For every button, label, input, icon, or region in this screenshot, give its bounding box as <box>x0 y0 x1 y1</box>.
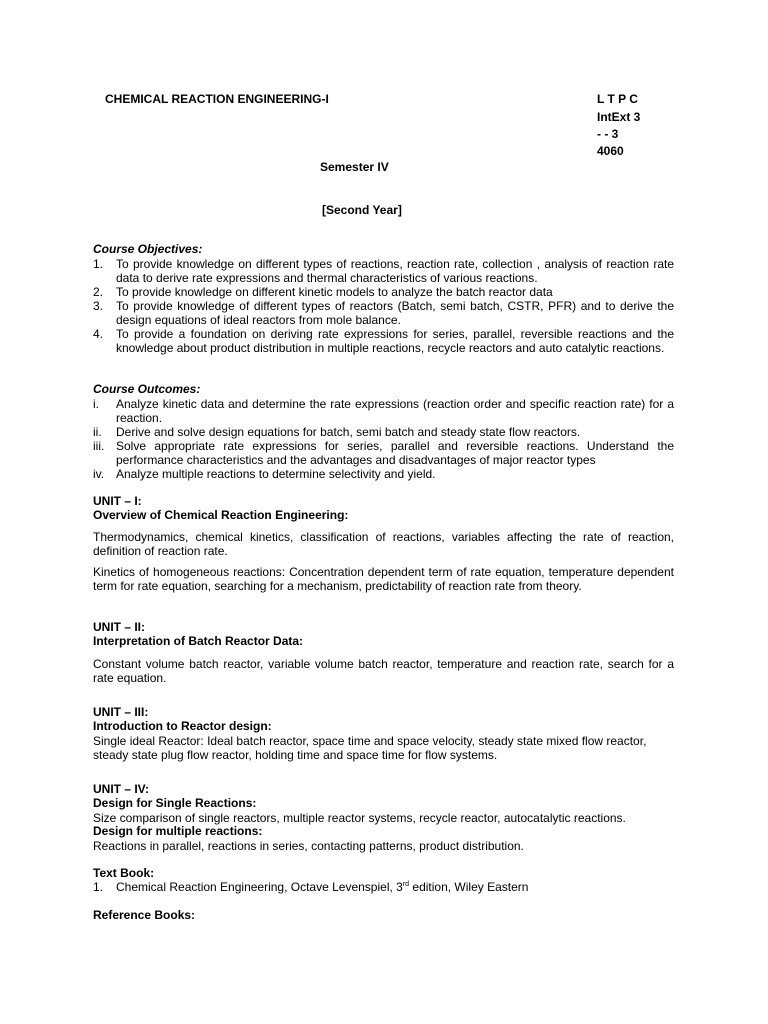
list-text: To provide knowledge on different kinetic models to analyze the batch reactor data <box>116 285 553 299</box>
ltpc-label: L T P C <box>597 92 638 106</box>
list-text: To provide knowledge on different types of reactions, reaction rate, collection , analysis of reaction rate data to derive rate expressions and thermal characteristics of various reactions. <box>116 257 674 285</box>
list-text: To provide knowledge of different types of reactors (Batch, semi batch, CSTR, PFR) and to derive the design equations of ideal reactors from mole balance. <box>116 299 674 327</box>
reference-heading: Reference Books: <box>93 908 196 922</box>
list-text: To provide a foundation on deriving rate expressions for series, parallel, reversible reactions and the knowledge about product distribution in multiple reactions, recycle reactors and auto catalytic reactions. <box>116 327 674 355</box>
year-label: [Second Year] <box>322 203 402 217</box>
objectives-heading: Course Objectives: <box>93 242 203 256</box>
unit-4-label: UNIT – IV: <box>93 782 150 796</box>
unit-3-paragraph: Single ideal Reactor: Ideal batch reactor, space time and space velocity, steady state mixed flow reactor, steady state plug flow reactor, holding time and space time for flow systems. <box>93 734 647 762</box>
semester-label: Semester IV <box>320 160 389 174</box>
textbook-entry: Chemical Reaction Engineering, Octave Levenspiel, 3rd edition, Wiley Eastern <box>116 880 529 894</box>
course-title: CHEMICAL REACTION ENGINEERING-I <box>105 92 329 106</box>
int-ext-label: IntExt 3 <box>597 110 641 124</box>
outcome-item <box>93 397 674 425</box>
outcomes-heading: Course Outcomes: <box>93 382 201 396</box>
unit-2-title: Interpretation of Batch Reactor Data: <box>93 634 304 648</box>
unit-1-paragraph: Kinetics of homogeneous reactions: Concentration dependent term of rate equation, temperature dependent term for rate equation, searching for a mechanism, predictability of reaction rate from theory. <box>93 565 674 593</box>
unit-4-paragraph: Reactions in parallel, reactions in series, contacting patterns, product distribution. <box>93 839 524 853</box>
objective-item <box>93 257 674 285</box>
outcome-item <box>93 425 674 439</box>
list-number: 3. <box>93 299 104 313</box>
unit-2-label: UNIT – II: <box>93 620 146 634</box>
objective-item <box>93 327 674 355</box>
unit-4-title-multiple: Design for multiple reactions: <box>93 824 263 838</box>
list-number: iii. <box>93 439 105 453</box>
marks-label: 4060 <box>597 144 624 158</box>
list-number: 4. <box>93 327 104 341</box>
list-number: ii. <box>93 425 102 439</box>
unit-1-paragraph: Thermodynamics, chemical kinetics, classification of reactions, variables affecting the rate of reaction, definition of reaction rate. <box>93 530 674 558</box>
list-number: i. <box>93 397 99 411</box>
list-text: Derive and solve design equations for batch, semi batch and steady state flow reactors. <box>116 425 581 439</box>
textbook-heading: Text Book: <box>93 866 155 880</box>
unit-1-title: Overview of Chemical Reaction Engineering: <box>93 508 349 522</box>
credits-label: - - 3 <box>597 127 619 141</box>
list-text: Analyze kinetic data and determine the rate expressions (reaction order and specific reaction rate) for a reaction. <box>116 397 674 425</box>
outcome-item <box>93 467 674 481</box>
list-number: iv. <box>93 467 105 481</box>
list-text: Solve appropriate rate expressions for series, parallel and reversible reactions. Understand the performance characteristics and the advantages and disadvantages of major reactor types <box>116 439 674 467</box>
unit-4-paragraph: Size comparison of single reactors, multiple reactor systems, recycle reactor, autocatalytic reactions. <box>93 811 626 825</box>
unit-3-label: UNIT – III: <box>93 705 149 719</box>
textbook-number: 1. <box>93 880 104 894</box>
objective-item <box>93 285 674 299</box>
unit-4-title-single: Design for Single Reactions: <box>93 796 257 810</box>
unit-3-title: Introduction to Reactor design: <box>93 719 272 733</box>
objective-item <box>93 299 674 327</box>
unit-1-label: UNIT – I: <box>93 494 142 508</box>
outcome-item <box>93 439 674 467</box>
list-number: 1. <box>93 257 104 271</box>
unit-2-paragraph: Constant volume batch reactor, variable volume batch reactor, temperature and reaction rate, search for a rate equation. <box>93 657 674 685</box>
list-text: Analyze multiple reactions to determine selectivity and yield. <box>116 467 436 481</box>
list-number: 2. <box>93 285 104 299</box>
